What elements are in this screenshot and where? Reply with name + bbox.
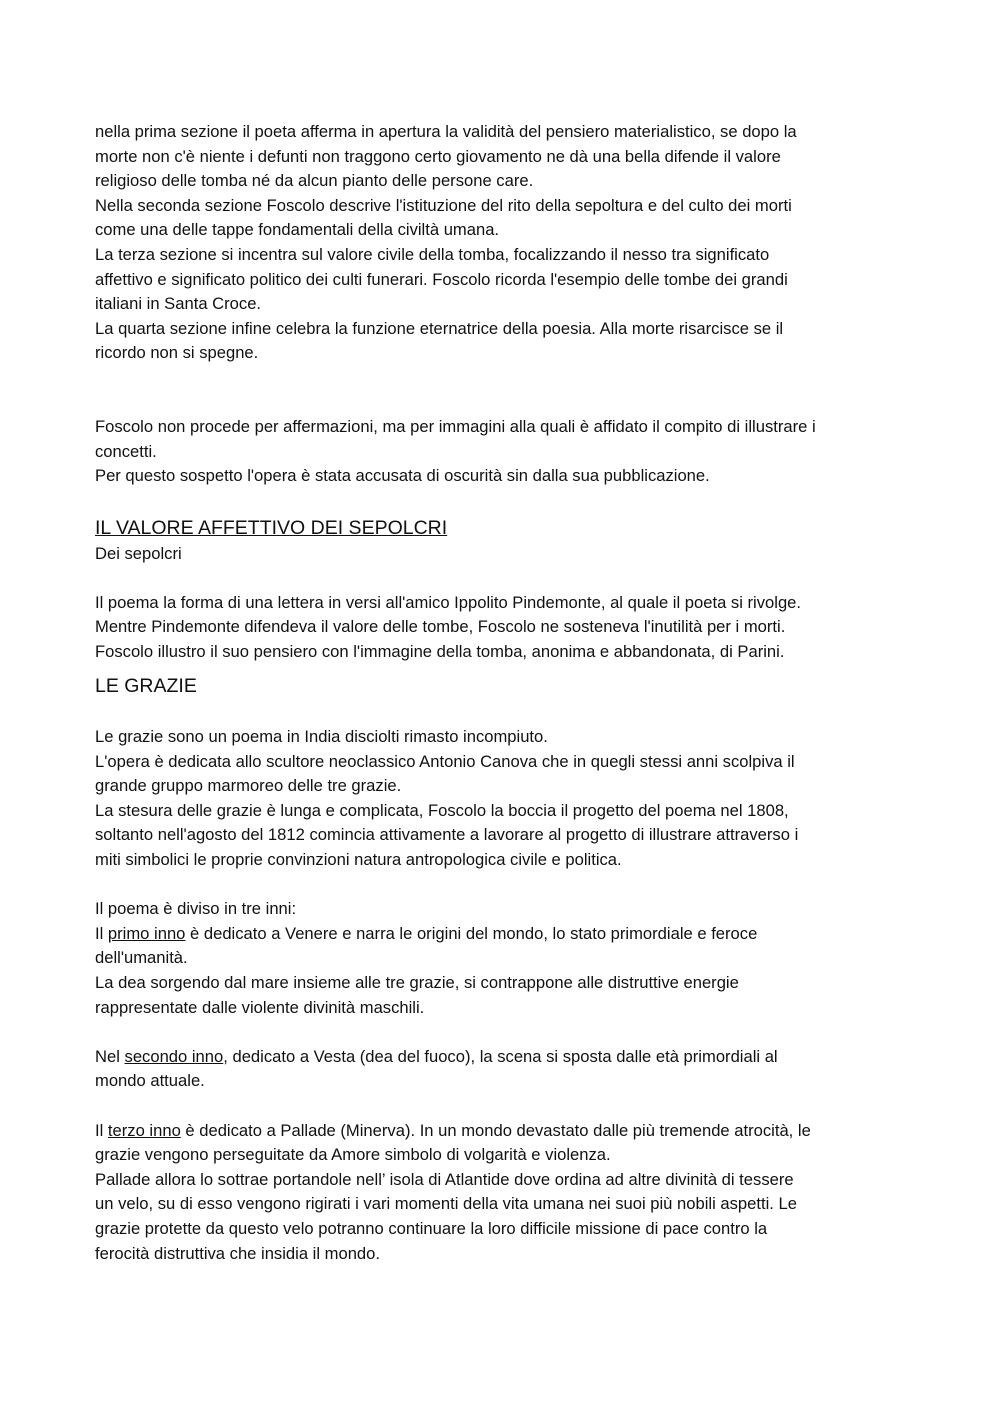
text-line: La terza sezione si incentra sul valore civile della tomba, focalizzando il nesso tra significato [95,244,770,264]
text-line: Nella seconda sezione Foscolo descrive l'istituzione del rito della sepoltura e del culto dei morti [95,195,792,215]
text-line: La stesura delle grazie è lunga e complicata, Foscolo la boccia il progetto del poema nel 1808, [95,800,789,820]
primo-inno-term: primo inno [107,923,186,943]
text-line: L'opera è dedicata allo scultore neoclassico Antonio Canova che in quegli stessi anni scolpiva il [95,751,795,771]
text-line: affettivo e significato politico dei culti funerari. Foscolo ricorda l'esempio delle tombe dei grandi [95,269,788,289]
text-line: ferocità distruttiva che insidia il mondo. [95,1243,380,1263]
text-line: mondo attuale. [95,1071,205,1091]
terzo-inno-term: terzo inno [107,1120,181,1140]
text-line: ricordo non si spegne. [95,343,259,363]
secondo-inno-term: secondo inno [124,1046,224,1066]
paragraph-inni [95,897,910,1020]
text-line: italiani in Santa Croce. [95,294,262,314]
text-line: Pallade allora lo sottrae portandole nell’ isola di Atlantide dove ordina ad altre divinità di tessere [95,1169,794,1189]
text-line: Le grazie sono un poema in India disciolti rimasto incompiuto. [95,727,548,747]
text-line-terzo-inno: Il terzo inno è dedicato a Pallade (Minerva). In un mondo devastato dalle più tremende atrocità, le [95,1120,811,1140]
text-line: dell'umanità. [95,948,188,968]
paragraph-terzo-inno [95,1119,910,1267]
text-line: Mentre Pindemonte difendeva il valore delle tombe, Foscolo ne sosteneva l'inutilità per i morti. [95,617,786,637]
paragraph-secondo-inno [95,1045,910,1094]
heading-le-grazie: LE GRAZIE [95,675,197,698]
text-line: un velo, su di esso vengono rigirati i vari momenti della vita umana nei suoi più nobili aspetti. Le [95,1194,797,1214]
text-line: rappresentate dalle violente divinità maschili. [95,997,425,1017]
text-line: Per questo sospetto l'opera è stata accusata di oscurità sin dalla sua pubblicazione. [95,466,710,486]
text-line: religioso delle tomba né da alcun pianto delle persone care. [95,171,534,191]
text-line-secondo-inno: Nel secondo inno, dedicato a Vesta (dea del fuoco), la scena si sposta dalle età primordiali al [95,1046,778,1066]
text-line: soltanto nell'agosto del 1812 comincia attivamente a lavorare al progetto di illustrare attraverso i [95,825,799,845]
text-line: La dea sorgendo dal mare insieme alle tre grazie, si contrappone alle distruttive energie [95,973,739,992]
paragraph-grazie-intro [95,725,910,873]
text-line: La quarta sezione infine celebra la funzione eternatrice della poesia. Alla morte risarcisce se il [95,318,784,338]
text-line: Il poema la forma di una lettera in versi all'amico Ippolito Pindemonte, al quale il poeta si rivolge. [95,592,802,612]
subheading-dei-sepolcri: Dei sepolcri [95,543,182,563]
paragraph-images [95,415,910,489]
text-line: Foscolo illustro il suo pensiero con l'immagine della tomba, anonima e abbandonata, di Parini. [95,641,785,661]
text-line: grazie protette da questo velo potranno continuare la loro difficile missione di pace contro la [95,1218,768,1238]
heading-valore-affettivo: IL VALORE AFFETTIVO DEI SEPOLCRI [95,516,448,539]
paragraph-pindemonte [95,591,910,665]
text-line: grazie vengono perseguitate da Amore simbolo di volgarità e violenza. [95,1145,611,1165]
text-line: miti simbolici le proprie convinzioni natura antropologica civile e politica. [95,850,622,870]
text-line: nella prima sezione il poeta afferma in apertura la validità del pensiero materialistico, se dopo la [95,122,797,141]
paragraph-sections [95,120,910,366]
text-line: come una delle tappe fondamentali della civiltà umana. [95,220,500,240]
text-line-primo-inno: Il primo inno è dedicato a Venere e narra le origini del mondo, lo stato primordiale e feroce [95,923,758,943]
text-line: grande gruppo marmoreo delle tre grazie. [95,776,402,796]
text-line: concetti. [95,441,157,461]
text-line: morte non c'è niente i defunti non traggono certo giovamento ne dà una bella difende il valore [95,146,781,166]
text-line: Foscolo non procede per affermazioni, ma per immagini alla quali è affidato il compito di illustrare i [95,417,816,437]
text-line: Il poema è diviso in tre inni: [95,899,297,919]
